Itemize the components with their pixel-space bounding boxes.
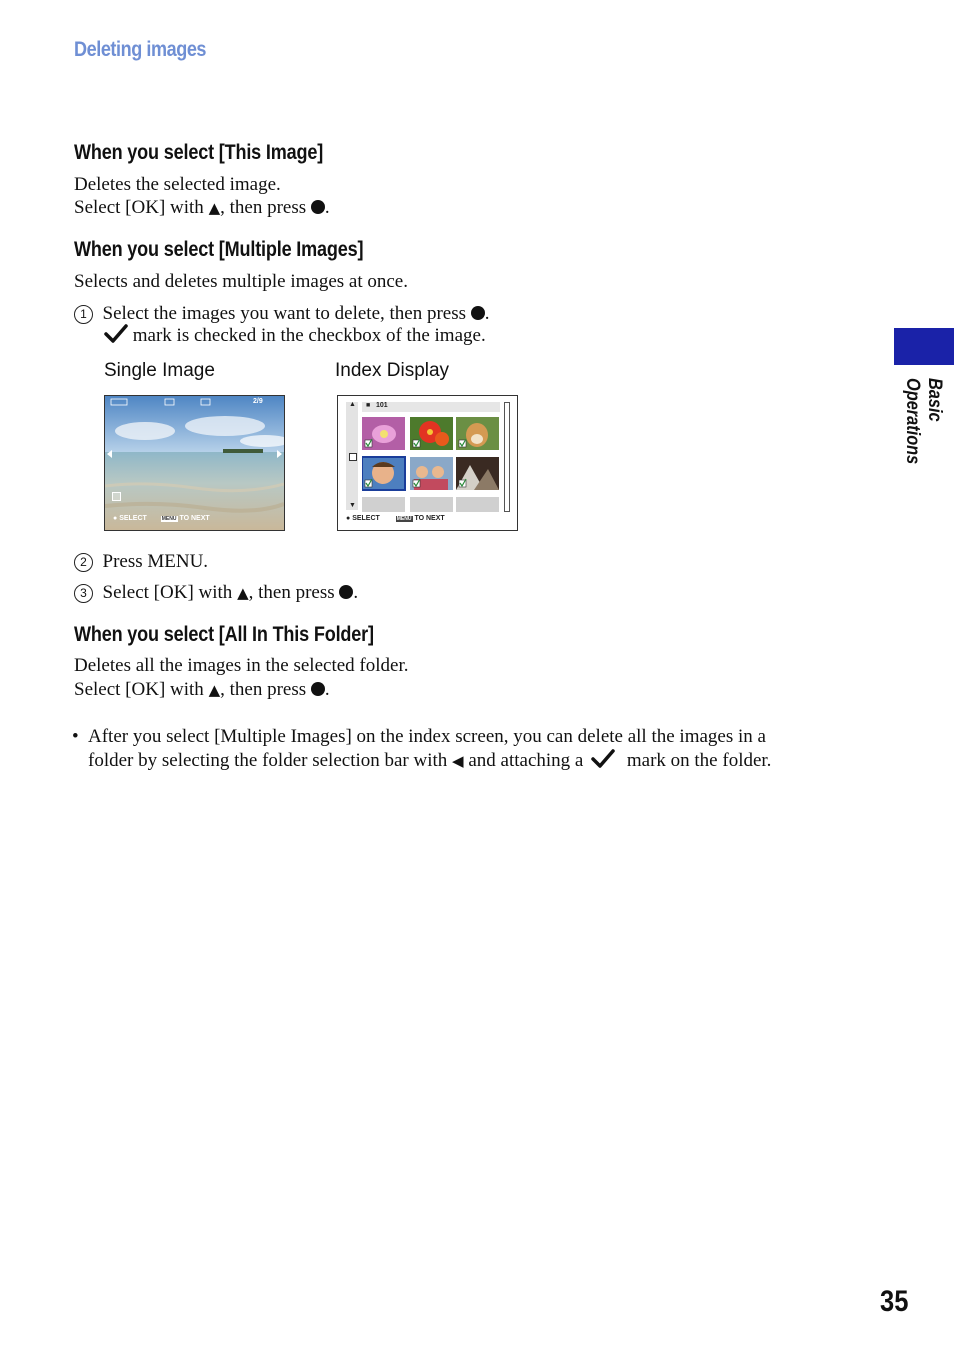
folder-name: 101 (376, 402, 388, 409)
text-fragment: folder by selecting the folder selection bar with (88, 750, 453, 771)
text-fragment: . (324, 679, 330, 700)
menu-key-icon: MENU (161, 516, 177, 522)
thumbnail-grid[interactable] (362, 417, 502, 512)
text-fragment: , then press (220, 679, 311, 700)
up-arrow-icon: ▲ (208, 681, 221, 699)
step-number: 1 (74, 305, 93, 324)
page-number: 35 (879, 1285, 908, 1318)
text-fragment: Select the images you want to delete, then press (102, 303, 471, 324)
text-fragment: mark on the folder. (622, 750, 772, 771)
center-button-icon (311, 200, 325, 214)
multiple-images-intro: Selects and deletes multiple images at once. (74, 271, 408, 292)
single-image-screen (104, 395, 285, 531)
step-number: 2 (74, 553, 93, 572)
scroll-up-icon[interactable]: ▲ (349, 401, 356, 408)
image-checkbox[interactable] (112, 492, 121, 501)
text-fragment: . (484, 303, 490, 324)
text-fragment: Select [OK] with (102, 582, 238, 603)
all-folder-desc: Deletes all the images in the selected folder. (74, 655, 409, 676)
folder-checkbox[interactable] (349, 453, 357, 461)
select-label: SELECT (352, 515, 380, 522)
step-1 (74, 302, 490, 325)
center-button-icon (311, 682, 325, 696)
menu-key-icon: MENU (396, 516, 412, 522)
note-line-1: After you select [Multiple Images] on the index screen, you can delete all the images in a (88, 726, 766, 747)
text-fragment: mark is checked in the checkbox of the image. (128, 325, 486, 346)
all-folder-instruction (74, 678, 330, 702)
text-fragment: , then press (248, 582, 340, 603)
image-counter: 2/9 (253, 398, 263, 405)
beach-photo (105, 396, 284, 530)
caption-index-display: Index Display (335, 360, 450, 381)
single-footer (113, 515, 210, 522)
step-number: 3 (74, 584, 93, 603)
heading-multiple-images: When you select [Multiple Images] (74, 238, 364, 261)
heading-this-image: When you select [This Image] (74, 141, 324, 164)
this-image-desc: Deletes the selected image. (74, 174, 281, 195)
note-bullet: • (72, 726, 79, 747)
text-fragment: . (353, 582, 359, 603)
folder-header (362, 402, 500, 412)
caption-single-image: Single Image (104, 360, 215, 381)
step-3 (74, 581, 358, 605)
index-footer (346, 515, 445, 522)
side-label-text: Basic Operations (902, 378, 945, 465)
up-arrow-icon: ▲ (208, 199, 221, 217)
text-fragment: , then press (220, 197, 311, 218)
scrollbar[interactable] (504, 402, 510, 512)
text-fragment: Select [OK] with (74, 197, 209, 218)
folder-icon: ■ (366, 402, 371, 409)
scroll-down-icon[interactable]: ▼ (349, 502, 356, 509)
note-line-2 (88, 749, 771, 773)
step-2 (74, 550, 208, 573)
left-arrow-icon: ◀ (452, 752, 464, 770)
index-display-screen (337, 395, 518, 531)
text-fragment: and attaching a (463, 750, 589, 771)
running-head: Deleting images (74, 38, 207, 61)
section-tab-marker (894, 328, 954, 365)
up-arrow-icon: ▲ (237, 584, 249, 602)
checkmark-icon (104, 324, 128, 344)
text-fragment: . (324, 197, 330, 218)
checkmark-icon (590, 749, 616, 769)
heading-all-in-folder: When you select [All In This Folder] (74, 623, 374, 646)
select-label: SELECT (119, 515, 147, 522)
side-label (893, 378, 945, 518)
select-dot-icon: ● (113, 515, 118, 522)
step-1-note (104, 324, 486, 347)
center-button-icon (339, 585, 353, 599)
text-fragment: Press MENU. (102, 551, 209, 572)
next-label: TO NEXT (179, 515, 210, 522)
text-fragment: Select [OK] with (74, 679, 209, 700)
this-image-instruction (74, 196, 330, 220)
next-label: TO NEXT (414, 515, 445, 522)
select-dot-icon: ● (346, 515, 351, 522)
center-button-icon (471, 306, 485, 320)
